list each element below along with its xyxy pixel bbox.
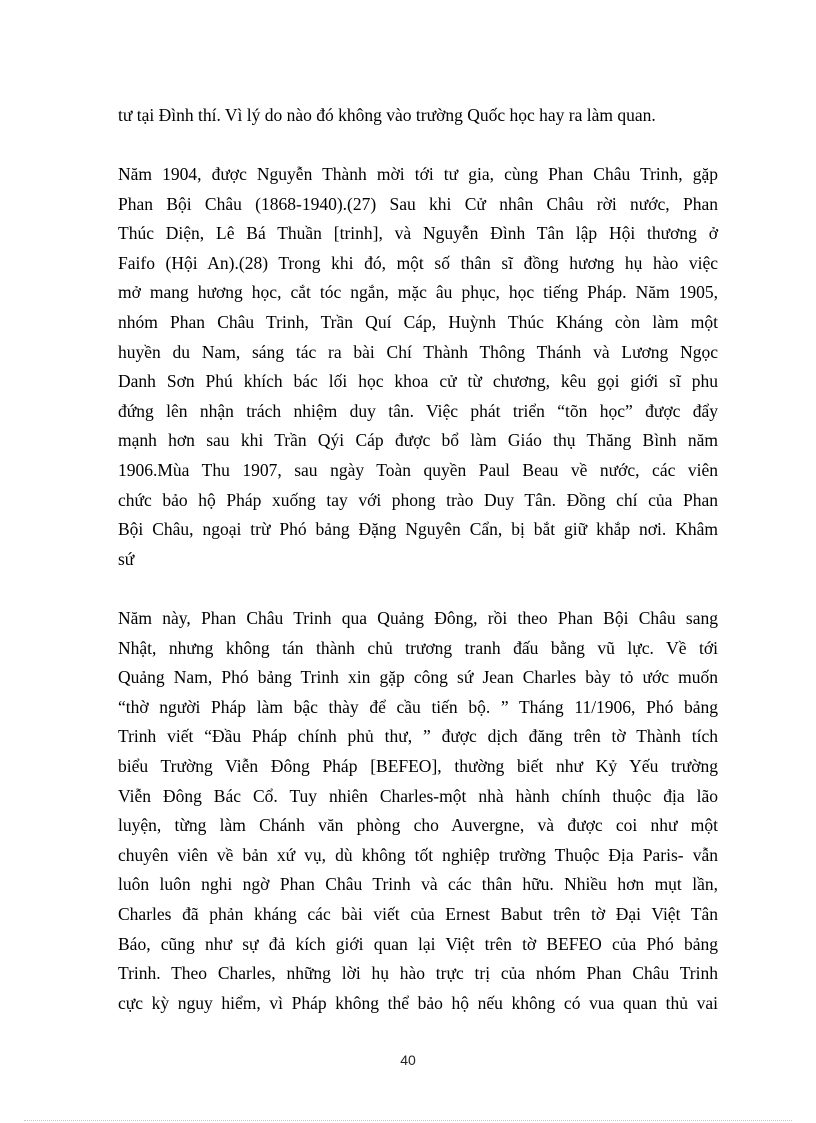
paragraph-1	[118, 101, 718, 131]
text-line: Charles đã phản kháng các bài viết của Ernest Babut trên tờ Đại Việt Tân	[118, 903, 718, 924]
text-line: Danh Sơn Phú khích bác lối học khoa cử từ chương, kêu gọi giới sĩ phu	[118, 371, 718, 392]
page-number: 40	[400, 1052, 416, 1068]
page-bottom-divider	[24, 1120, 792, 1121]
text-line: đứng lên nhận trách nhiệm duy tân. Việc phát triển “tõn học” được đẩy	[118, 400, 718, 421]
text-line: tư tại Đình thí. Vì lý do nào đó không vào trường Quốc học hay ra làm quan.	[118, 105, 656, 125]
text-line: Phan Bội Châu (1868-1940).(27) Sau khi Cử nhân Châu rời nước, Phan	[118, 193, 718, 214]
text-line: sứ	[118, 548, 135, 569]
text-line: nhóm Phan Châu Trinh, Trần Quí Cáp, Huỳnh Thúc Kháng còn làm một	[118, 311, 718, 332]
paragraph-2	[118, 160, 718, 574]
text-line: 1906.Mùa Thu 1907, sau ngày Toàn quyền Paul Beau về nước, các viên	[118, 459, 718, 480]
text-line: Nhật, nhưng không tán thành chủ trương tranh đấu bằng vũ lực. Về tới	[118, 637, 718, 658]
text-line: Faifo (Hội An).(28) Trong khi đó, một số thân sĩ đồng hương hụ hào việc	[118, 252, 718, 273]
text-line: mở mang hương học, cắt tóc ngắn, mặc âu phục, học tiếng Pháp. Năm 1905,	[118, 282, 718, 303]
text-line: biểu Trường Viễn Đông Pháp [BEFEO], thường biết như Kỷ Yếu trường	[118, 755, 718, 776]
text-line: “thờ người Pháp làm bậc thày để cầu tiến bộ. ” Tháng 11/1906, Phó bảng	[118, 696, 718, 717]
text-line: luôn luôn nghi ngờ Phan Châu Trinh và các thân hữu. Nhiều hơn mụt lần,	[118, 874, 718, 895]
text-line: huyền du Nam, sáng tác ra bài Chí Thành Thông Thánh và Lương Ngọc	[118, 341, 718, 362]
text-line: chức bảo hộ Pháp xuống tay với phong trào Duy Tân. Đồng chí của Phan	[118, 489, 718, 510]
text-line: luyện, từng làm Chánh văn phòng cho Auvergne, và được coi như một	[118, 815, 718, 836]
text-line: Viễn Đông Bác Cổ. Tuy nhiên Charles-một nhà hành chính thuộc địa lão	[118, 785, 718, 806]
paragraph-3	[118, 604, 718, 1018]
text-line: cực kỳ nguy hiểm, vì Pháp không thể bảo hộ nếu không có vua quan thủ vai	[118, 992, 718, 1013]
text-line: Thúc Diện, Lê Bá Thuần [trinh], và Nguyễn Đình Tân lập Hội thương ở	[118, 223, 718, 244]
text-line: Trinh. Theo Charles, những lời hụ hào trực trị của nhóm Phan Châu Trinh	[118, 963, 718, 984]
text-line: Trinh viết “Đầu Pháp chính phủ thư, ” được dịch đăng trên tờ Thành tích	[118, 726, 718, 747]
text-line: Báo, cũng như sự đả kích giới quan lại Việt trên tờ BEFEO của Phó bảng	[118, 933, 718, 954]
text-line: mạnh hơn sau khi Trần Qýi Cáp được bổ làm Giáo thụ Thăng Bình năm	[118, 430, 718, 451]
text-line: chuyên viên về bản xứ vụ, dù không tốt nghiệp trường Thuộc Địa Paris- vẫn	[118, 844, 718, 865]
text-line: Quảng Nam, Phó bảng Trinh xin gặp công sứ Jean Charles bày tỏ ước muốn	[118, 667, 718, 688]
text-line: Năm 1904, được Nguyễn Thành mời tới tư gia, cùng Phan Châu Trinh, gặp	[118, 164, 718, 184]
text-line: Bội Châu, ngoại trừ Phó bảng Đặng Nguyên Cẩn, bị bắt giữ khắp nơi. Khâm	[118, 519, 718, 540]
text-line: Năm này, Phan Châu Trinh qua Quảng Đông, rồi theo Phan Bội Châu sang	[118, 608, 718, 628]
